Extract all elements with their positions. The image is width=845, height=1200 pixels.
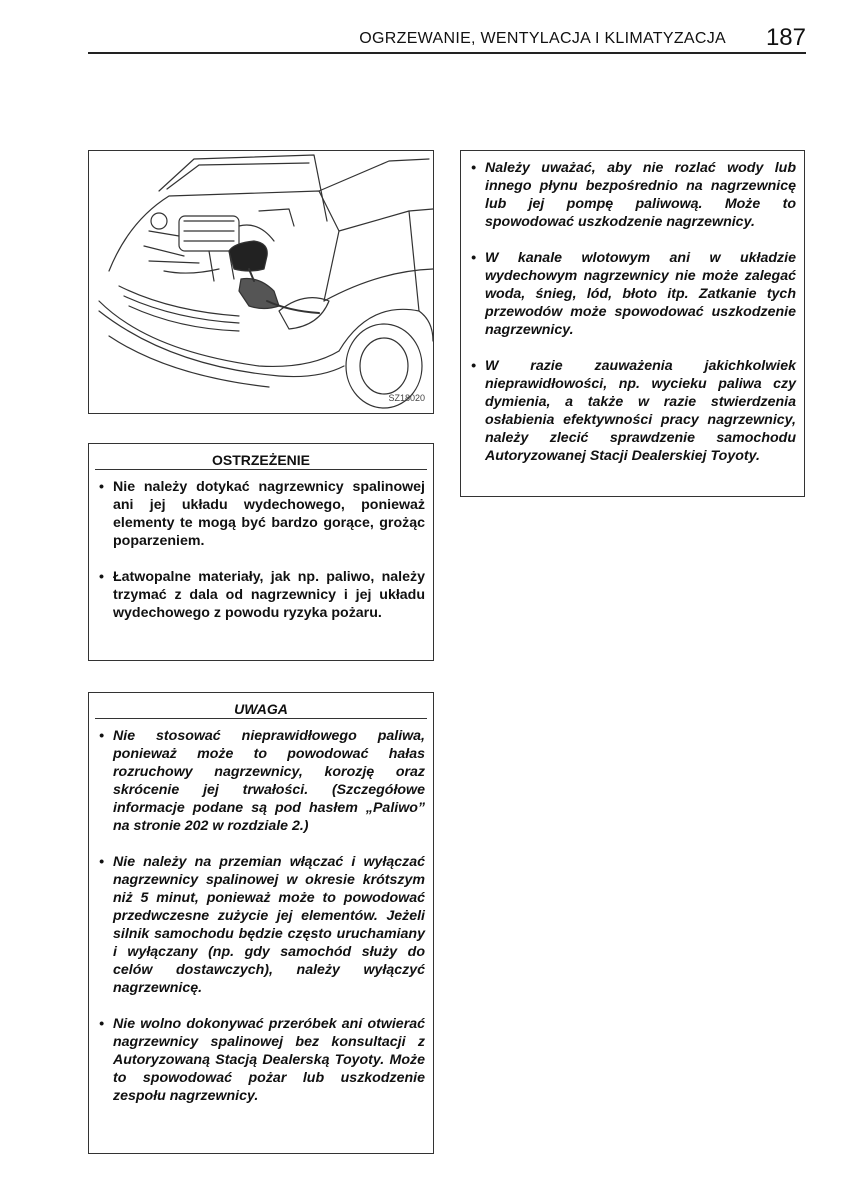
car-engine-bay-drawing bbox=[89, 151, 433, 413]
figure-code: SZ18020 bbox=[388, 393, 425, 403]
warning-title: OSTRZEŻENIE bbox=[95, 444, 427, 470]
list-item: • Należy uważać, aby nie rozlać wody lub innego płynu bezpośrednio na nagrzewnicę lub jej pompę paliwową. Może to spowodować uszkodzenie nagrzewnicy. bbox=[469, 159, 796, 231]
warning-list bbox=[89, 470, 433, 622]
list-item: • W kanale wlotowym ani w układzie wydechowym nagrzewnicy nie może zalegać woda, śnieg, lód, błoto itp. Zatkanie tych przewodów może spowodować uszkodzenie nagrzewnicy. bbox=[469, 249, 796, 339]
list-item: • W razie zauważenia jakichkolwiek nieprawidłowości, np. wycieku paliwa czy dymienia, a także w razie stwierdzenia osłabienia efektywności pracy nagrzewnicy, należy zlecić sprawdzenie samochodu Autoryzowanej Stacji Dealerskiej Toyoty. bbox=[469, 357, 796, 465]
page-header bbox=[88, 26, 806, 54]
page-number: 187 bbox=[765, 24, 806, 51]
warning-box bbox=[88, 443, 434, 661]
notice-box bbox=[88, 692, 434, 1154]
engine-heater-illustration bbox=[88, 150, 434, 414]
notice-list bbox=[89, 719, 433, 1105]
caution-list-box bbox=[460, 150, 805, 497]
list-item: • Łatwopalne materiały, jak np. paliwo, należy trzymać z dala od nagrzewnicy i jej układu wydechowego z powodu ryzyka pożaru. bbox=[97, 568, 425, 622]
section-title: OGRZEWANIE, WENTYLACJA I KLIMATYZACJA bbox=[359, 30, 726, 47]
list-item: • Nie stosować nieprawidłowego paliwa, ponieważ może to powodować hałas rozruchowy nagrzewnicy, korozję oraz skrócenie jej trwałości. (Szczegółowe informacje podane są pod hasłem „Paliwo” na stronie 202 w rozdziale 2.) bbox=[97, 727, 425, 835]
caution-list bbox=[461, 151, 804, 465]
list-item: • Nie należy dotykać nagrzewnicy spalinowej ani jej układu wydechowego, ponieważ elementy te mogą być bardzo gorące, grożąc poparzeniem. bbox=[97, 478, 425, 550]
notice-title: UWAGA bbox=[95, 693, 427, 719]
list-item: • Nie należy na przemian włączać i wyłączać nagrzewnicy spalinowej w okresie krótszym niż 5 minut, ponieważ może to powodować przedwczesne zużycie jej elementów. Jeżeli silnik samochodu będzie często uruchamiany i wyłączany (np. gdy samochód służy do celów dostawczych), należy wyłączyć nagrzewnicę. bbox=[97, 853, 425, 997]
list-item: • Nie wolno dokonywać przeróbek ani otwierać nagrzewnicy spalinowej bez konsultacji z Autoryzowaną Stacją Dealerską Toyoty. Może to spowodować pożar lub uszkodzenie zespołu nagrzewnicy. bbox=[97, 1015, 425, 1105]
